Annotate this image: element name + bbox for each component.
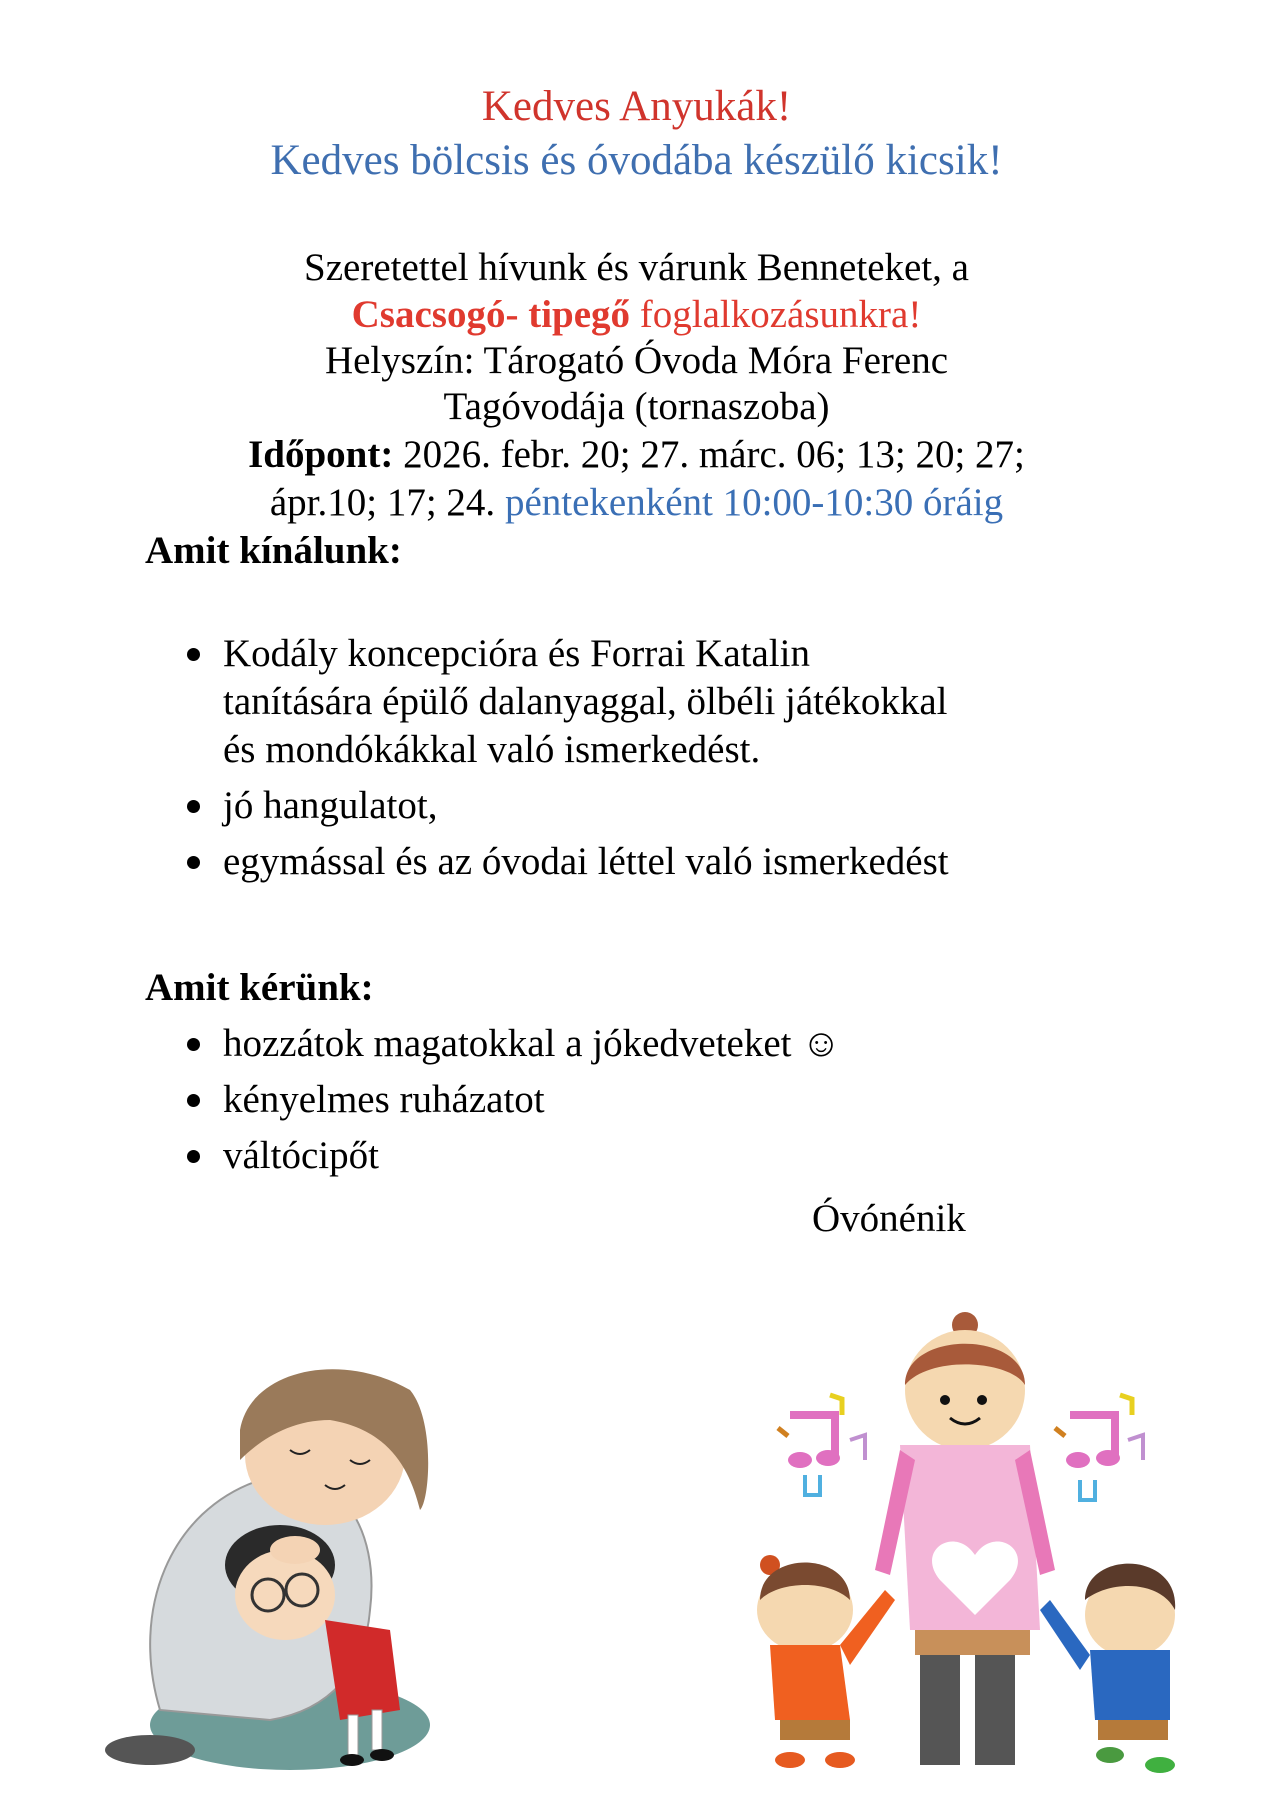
music-notes-icon xyxy=(778,1395,865,1495)
bullet-icon xyxy=(187,1038,200,1051)
dates-1: 2026. febr. 20; 27. márc. 06; 13; 20; 27; xyxy=(393,433,1025,476)
offer-heading: Amit kínálunk: xyxy=(145,529,402,572)
location-line-2: Tagóvodája (tornaszoba) xyxy=(443,385,830,428)
bullet-icon xyxy=(187,1150,200,1163)
greeting-mothers: Kedves Anyukák! xyxy=(481,83,792,130)
program-name: Csacsogó- tipegő xyxy=(351,293,631,336)
invitation-line: Szeretettel hívunk és várunk Benneteket, a xyxy=(304,246,969,289)
schedule: péntekenként 10:00-10:30 óráig xyxy=(504,481,1004,524)
music-notes-icon xyxy=(1055,1395,1143,1500)
list-item xyxy=(145,1020,1145,1068)
list-item-text: és mondókákkal való ismerkedést. xyxy=(223,728,761,771)
dates-line-2 xyxy=(0,480,1273,526)
list-item xyxy=(145,630,1145,774)
list-item-text: egymással és az óvodai léttel való ismerkedést xyxy=(223,840,949,883)
program-suffix: foglalkozásunkra! xyxy=(630,293,922,336)
program-line xyxy=(0,292,1273,338)
bullet-icon xyxy=(187,648,200,661)
offer-list xyxy=(145,630,1145,886)
bullet-icon xyxy=(187,1094,200,1107)
list-item-text: jó hangulatot, xyxy=(223,784,438,827)
location-line-1: Helyszín: Tárogató Óvoda Móra Ferenc xyxy=(324,339,949,382)
list-item xyxy=(145,782,1145,830)
list-item-text: kényelmes ruházatot xyxy=(223,1078,545,1121)
request-list xyxy=(145,1020,1145,1180)
bullet-icon xyxy=(187,800,200,813)
dates-line-1 xyxy=(0,432,1273,478)
date-label: Időpont: xyxy=(248,433,394,476)
teacher-with-children-illustration xyxy=(730,1300,1200,1780)
bullet-icon xyxy=(187,856,200,869)
list-item xyxy=(145,1076,1145,1124)
list-item-text: tanítására épülő dalanyaggal, ölbéli játékokkal xyxy=(223,680,948,723)
list-item xyxy=(145,1132,1145,1180)
mother-hugging-child-illustration xyxy=(90,1350,470,1790)
list-item-text: váltócipőt xyxy=(223,1134,379,1177)
dates-2: ápr.10; 17; 24. xyxy=(269,481,505,524)
signature: Óvónénik xyxy=(812,1197,966,1240)
smiley-icon: ☺ xyxy=(801,1022,842,1065)
list-item-text: Kodály koncepcióra és Forrai Katalin xyxy=(223,632,810,675)
list-item xyxy=(145,838,1145,886)
request-heading: Amit kérünk: xyxy=(145,966,374,1009)
greeting-kids: Kedves bölcsis és óvodába készülő kicsik! xyxy=(270,137,1003,184)
list-item-text: hozzátok magatokkal a jókedveteket xyxy=(223,1022,802,1065)
